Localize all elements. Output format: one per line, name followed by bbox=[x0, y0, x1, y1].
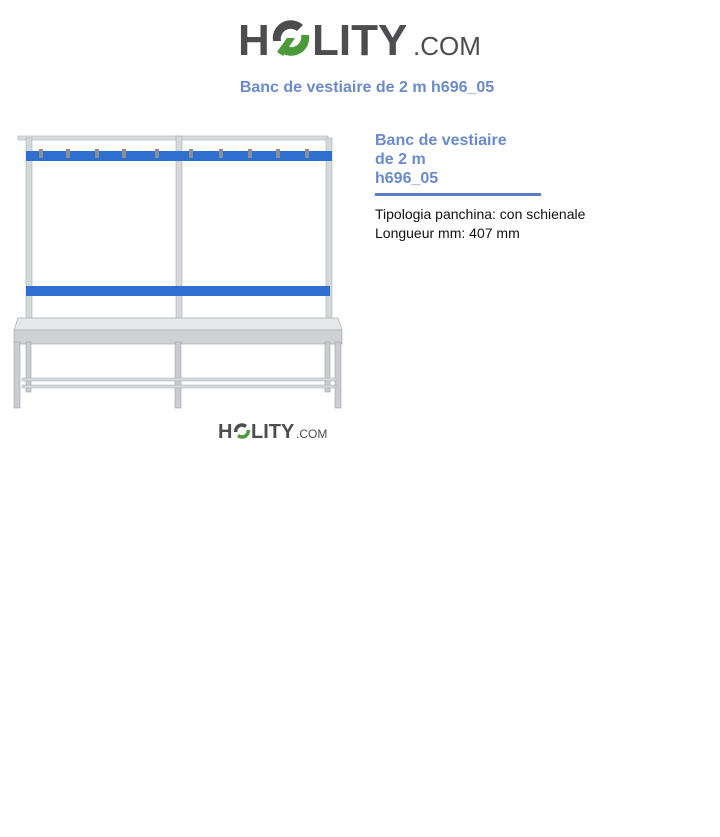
spec-length: Longueur mm: 407 mm bbox=[375, 225, 520, 241]
watermark-o-icon bbox=[234, 423, 250, 439]
watermark-text-h: H bbox=[218, 421, 233, 443]
holity-logo[interactable] bbox=[238, 10, 484, 66]
product-title-line: h696_05 bbox=[375, 170, 439, 187]
watermark-text-com: .COM bbox=[296, 427, 328, 441]
product-image bbox=[8, 120, 358, 465]
watermark-logo bbox=[218, 421, 327, 443]
title-underline bbox=[375, 193, 541, 196]
watermark-text-lity: LITY bbox=[251, 421, 295, 443]
product-title-line: de 2 m bbox=[375, 151, 426, 168]
product-title-line: Banc de vestiaire bbox=[375, 132, 507, 149]
product-specs bbox=[375, 205, 585, 243]
spec-type: Tipologia panchina: con schienale bbox=[375, 206, 586, 222]
logo-o-icon bbox=[273, 20, 309, 56]
page-title: Banc de vestiaire de 2 m h696_05 bbox=[239, 79, 495, 96]
logo-text-com: .COM bbox=[413, 31, 481, 61]
product-title bbox=[375, 131, 575, 188]
logo-text-lity: LITY bbox=[312, 16, 408, 65]
logo-text-h: H bbox=[238, 16, 270, 65]
